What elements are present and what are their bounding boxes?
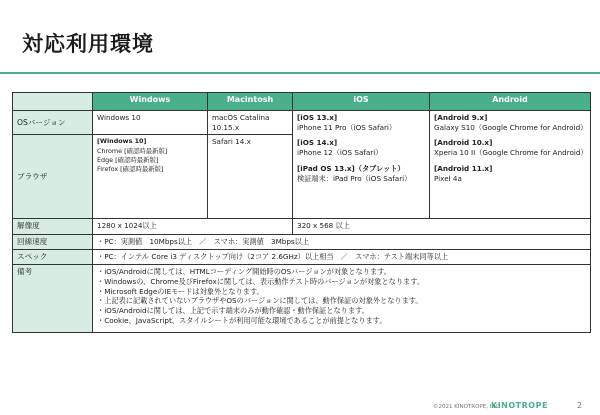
header-macintosh: Macintosh [208, 93, 293, 111]
row-label-notes: 備考 [13, 265, 93, 333]
row-label-os: OSバージョン [13, 111, 93, 135]
browser-chrome: Chrome [確認時最新版] [97, 146, 168, 155]
kinotrope-logo: KINOTROPE [491, 401, 548, 410]
note-line: ・iOS/Androidに関しては、HTMLコーディング開始時のOSバージョンが対象となります。 [97, 267, 391, 277]
header-ios: iOS [293, 93, 430, 111]
row-label-browser: ブラウザ [13, 135, 93, 219]
android-version-10: [Android 10.x] [434, 138, 493, 148]
note-line: ・iOS/Androidに関しては、上記で示す端末のみが動作確認・動作保証となります。 [97, 306, 369, 316]
header-android: Android [430, 93, 591, 111]
title-divider [0, 72, 600, 74]
table-header-row [13, 93, 591, 111]
cell-ios [293, 111, 430, 219]
android-version-9: [Android 9.x] [434, 113, 488, 122]
cell-notes [93, 265, 591, 333]
table-row-notes [13, 265, 591, 333]
ios-version-13: [iOS 13.x] [297, 113, 338, 122]
table-row-speed [13, 234, 591, 249]
note-line: ・上記表に記載されていないブラウザやOSのバージョンに関しては、動作保証の対象外となります。 [97, 296, 423, 306]
row-label-resolution: 解像度 [13, 219, 93, 234]
header-windows: Windows [93, 93, 208, 111]
page-title: 対応利用環境 [22, 32, 154, 56]
browser-firefox: Firefox [確認時最新版] [97, 165, 164, 174]
ios-device-14: iPhone 12（iOS Safari） [297, 148, 383, 158]
header-corner [13, 93, 93, 111]
table-row-spec [13, 249, 591, 264]
row-label-speed: 回線速度 [13, 234, 93, 249]
cell-os-windows: Windows 10 [93, 111, 208, 135]
ios-version-14: [iOS 14.x] [297, 138, 338, 148]
note-line: ・Microsoft EdgeのIEモードは対象外となります。 [97, 286, 264, 296]
copyright: ©2021 KINOTROPE, INC [433, 404, 500, 410]
android-device-9: Galaxy S10（Google Chrome for Android） [434, 122, 588, 132]
browser-edge: Edge [確認時最新版] [97, 156, 159, 164]
cell-spec: ・PC：インテル Core i3 ディスクトップ向け（2コア 2.6GHz）以上相当 ／ スマホ：テスト端末同等以上 [93, 249, 591, 264]
android-device-11: Pixel 4a [434, 173, 462, 183]
ios-device-13: iPhone 11 Pro（iOS Safari） [297, 122, 397, 132]
environment-table [12, 92, 591, 333]
cell-android [430, 111, 591, 219]
cell-browser-mac: Safari 14.x [208, 135, 293, 219]
browser-windows-head: [Windows 10] [97, 137, 147, 146]
row-label-spec: スペック [13, 249, 93, 264]
table-row-resolution [13, 219, 591, 234]
cell-resolution-pc: 1280 x 1024以上 [93, 219, 293, 234]
android-version-11: [Android 11.x] [434, 163, 493, 173]
cell-os-mac: macOS Catalina 10.15.x [208, 111, 293, 135]
note-line: ・Cookie、JavaScript、スタイルシートが利用可能な環境であることが前提となります。 [97, 315, 387, 325]
page-number: 2 [577, 401, 583, 410]
android-device-10: Xperia 10 II（Google Chrome for Android） [434, 148, 588, 158]
ipados-device: 検証端末：iPad Pro（iOS Safari） [297, 173, 412, 183]
note-line: ・Windowsの、Chrome及びFirefoxに関しては、表示動作テスト時のバージョンが対象となります。 [97, 276, 425, 286]
ipados-version-13: [iPad OS 13.x]（タブレット） [297, 163, 405, 173]
table-row-os [13, 111, 591, 135]
cell-speed: ・PC：実測値 10Mbps以上 ／ スマホ：実測値 3Mbps以上 [93, 234, 591, 249]
cell-resolution-mobile: 320 x 568 以上 [293, 219, 591, 234]
cell-browser-windows [93, 135, 208, 219]
